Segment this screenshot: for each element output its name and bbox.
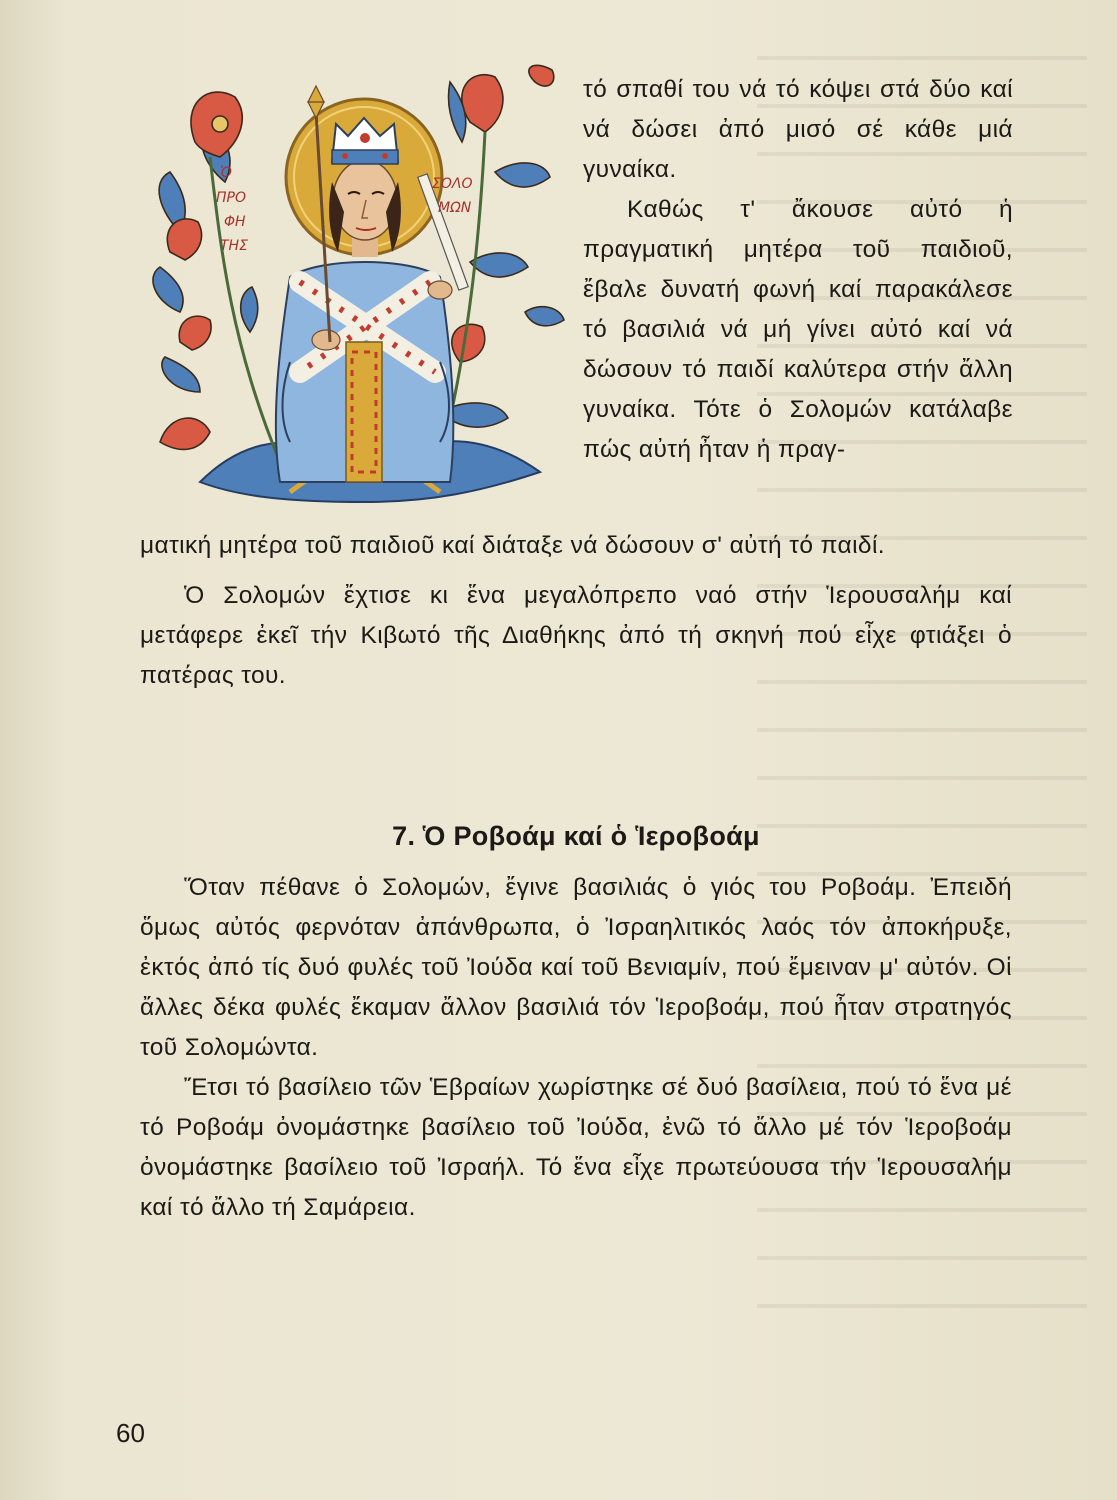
page-number: 60 [116, 1418, 145, 1448]
prophet-solomon-icon [140, 62, 588, 512]
inscription-left-4: ΤΗΣ [220, 238, 248, 254]
right-column-text [583, 70, 1013, 470]
full-width-text [140, 526, 1012, 696]
inscription-left-1: Ὁ [220, 165, 232, 181]
section-text [140, 868, 1012, 1228]
paragraph-true-mother: Καθώς τ' ἄκουσε αὐτό ἡ πραγματική μητέρα τοῦ παιδιοῦ, ἔβαλε δυνατή φωνή καί παρακάλεσε τό βασιλιά νά μή γίνει αὐτό καί νά δώσουν τό παιδί καλύτερα στήν ἄλλη γυναίκα. Τότε ὁ Σολομών κατάλαβε πώς αὐτή ἦταν ἡ πραγ- [583, 196, 1013, 463]
inscription-left-2: ΠΡΟ [216, 190, 246, 206]
paragraph-sword: τό σπαθί του νά τό κόψει στά δύο καί νά δώσει ἀπό μισό σέ κάθε μιά γυναίκα. [583, 76, 1013, 183]
paragraph-temple: Ὁ Σολομών ἔχτισε κι ἕνα μεγαλόπρεπο ναό στήν Ἱερουσαλήμ καί μετάφερε ἐκεῖ τήν Κιβωτό τῆς Διαθήκης ἀπό τή σκηνή πού εἶχε φτιάξει ὁ πατέρας του. [140, 582, 1012, 689]
paragraph-continued: ματική μητέρα τοῦ παιδιοῦ καί διάταξε νά δώσουν σ' αὐτή τό παιδί. [140, 532, 886, 559]
inscription-left-3: ΦΗ [224, 214, 246, 230]
paragraph-kingdom-split: Ἔτσι τό βασίλειο τῶν Ἑβραίων χωρίστηκε σέ δυό βασίλεια, πού τό ἕνα μέ τό Ροβοάμ ὀνομάστηκε βασίλειο τοῦ Ἰούδα, ἐνῶ τό ἄλλο μέ τόν Ἱεροβοάμ ὀνομάστηκε βασίλειο τοῦ Ἰσραήλ. Τό ἕνα εἶχε πρωτεύουσα τήν Ἱερουσαλήμ καί τό ἄλλο τή Σαμάρεια. [140, 1074, 1012, 1221]
inscription-right-2: ΜΩΝ [438, 200, 472, 216]
section-heading: 7. Ὁ Ροβοάμ καί ὁ Ἱεροβοάμ [392, 821, 760, 851]
paragraph-rehoboam: Ὅταν πέθανε ὁ Σολομών, ἔγινε βασιλιάς ὁ γιός του Ροβοάμ. Ἐπειδή ὅμως αὐτός φερνόταν ἀπάνθρωπα, ὁ Ἰσραηλιτικός λαός τόν ἀποκήρυξε, ἐκτός ἀπό τίς δυό φυλές τοῦ Ἰούδα καί τοῦ Βενιαμίν, πού ἔμειναν μ' αὐτόν. Οἱ ἄλλες δέκα φυλές ἔκαμαν ἄλλον βασιλιά τόν Ἱεροβοάμ, πού ἦταν στρατηγός τοῦ Σολομώντα. [140, 874, 1012, 1061]
inscription-right-1: ΣΟΛΟ [432, 176, 473, 192]
